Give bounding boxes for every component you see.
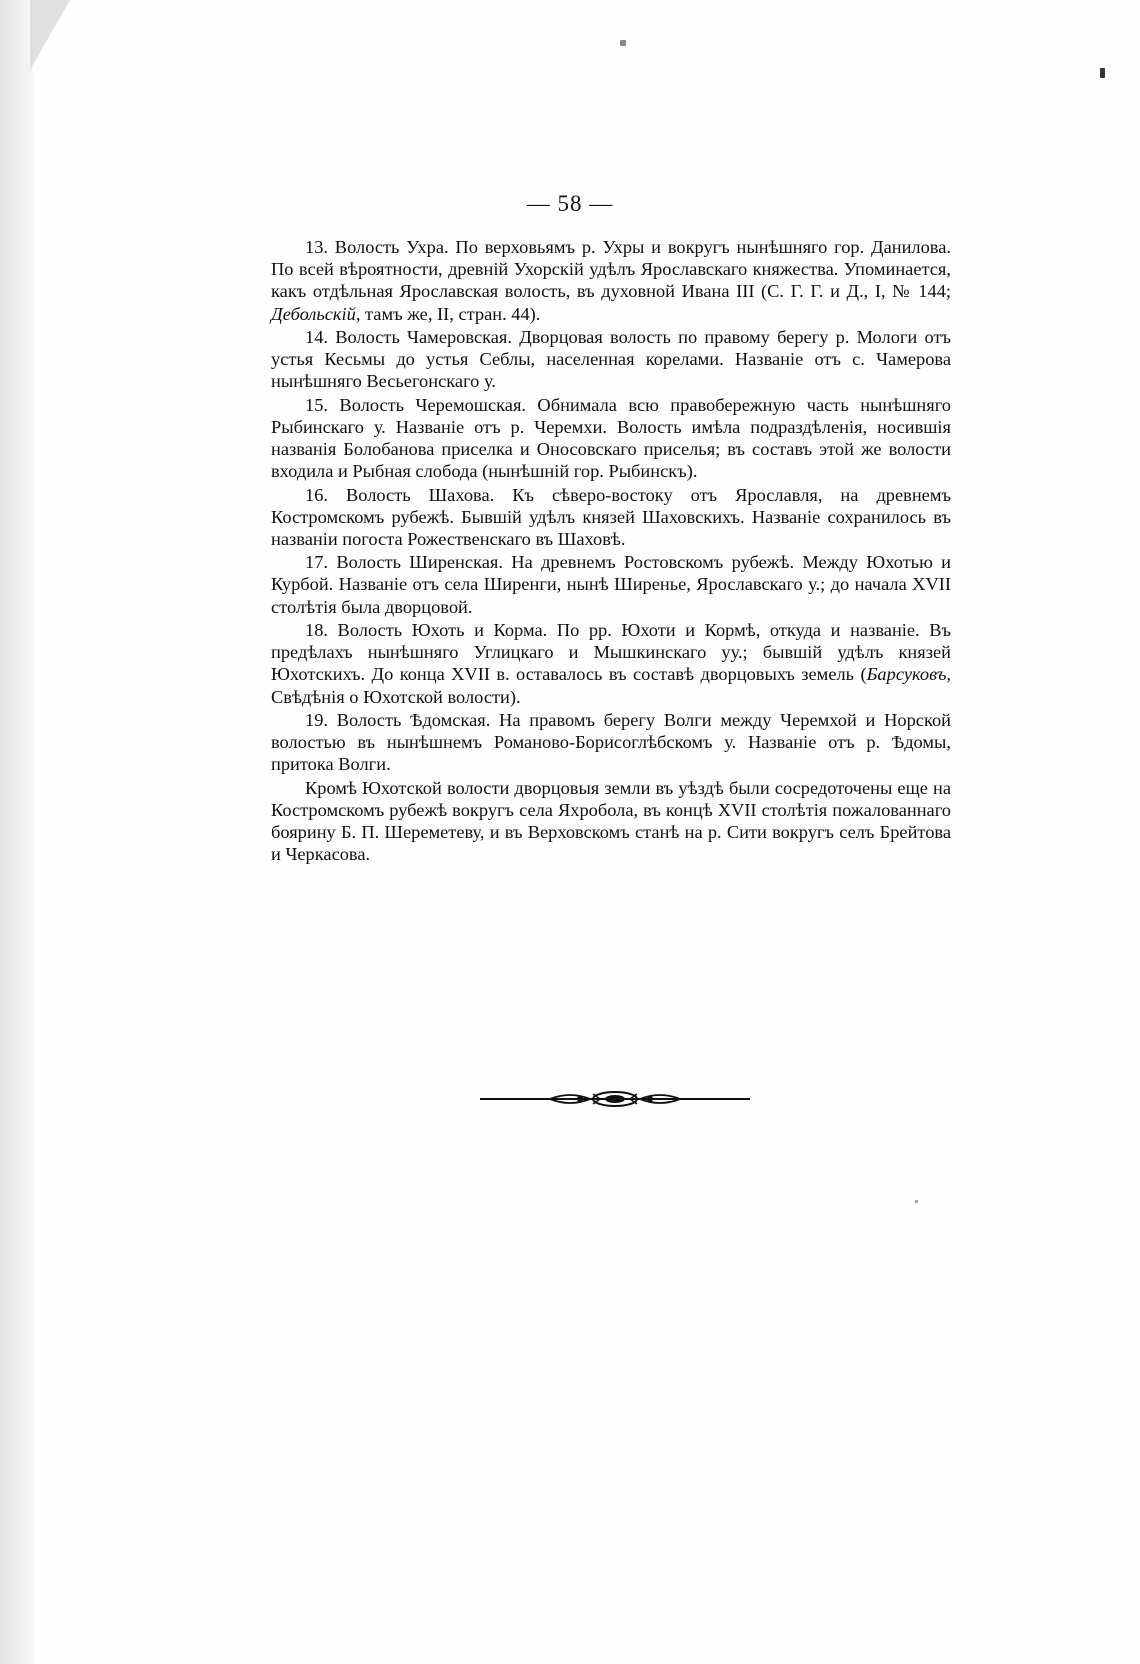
paragraph-13: [271, 236, 951, 325]
paragraph-text: 17. Волость Ширенская. На древнемъ Ростовскомъ рубежѣ. Между Юхотью и Курбой. Названіе отъ села Ширенги, нынѣ Ширенье, Ярославскаго у.; до начала XVII столѣтія была дворцовой.: [271, 552, 951, 617]
paragraph-text: 19. Волость Ѣдомская. На правомъ берегу Волги между Черемхой и Норской волостью въ нынѣшнемъ Романово-Борисоглѣбскомъ у. Названіе отъ р. Ѣдомы, притока Волги.: [271, 709, 951, 775]
paragraph-closing: [271, 777, 951, 866]
paragraph-text-after: Свѣдѣнія о Юхотской волости).: [271, 686, 521, 707]
scan-corner-shadow: [30, 0, 70, 70]
italic-author: Барсуковъ,: [866, 664, 951, 685]
body-text: [271, 236, 951, 866]
paragraph-19: [271, 709, 951, 776]
scan-left-edge: [0, 0, 34, 1664]
paragraph-16: [271, 484, 951, 551]
paragraph-15: [271, 394, 951, 483]
paragraph-text: Кромѣ Юхотской волости дворцовыя земли въ уѣздѣ были сосредоточены еще на Костромскомъ рубежѣ вокругъ села Яхробола, въ концѣ XVII столѣтія пожалованнаго боярину Б. П. Шереметеву, и въ Верховскомъ станѣ на р. Сити вокругъ селъ Брейтова и Черкасова.: [271, 777, 951, 865]
paragraph-17: [271, 551, 951, 618]
scan-speck: [915, 1200, 918, 1203]
paragraph-text: 13. Волость Ухра. По верховьямъ р. Ухры и вокругъ нынѣшняго гор. Данилова. По всей вѣроятности, древній Ухорскій удѣлъ Ярославскаго княжества. Упоминается, какъ отдѣльная Ярославская волость, въ духовной Ивана III (С. Г. Г. и Д., I, № 144;: [271, 237, 951, 302]
paragraph-text: 18. Волость Юхоть и Корма. По рр. Юхоти и Кормѣ, откуда и названіе. Въ предѣлахъ нынѣшняго Углицкаго и Мышкинскаго уу.; бывшій удѣлъ князей Юхотскихъ. До конца XVII в. оставалось въ составѣ дворцовыхъ земель (: [271, 619, 951, 685]
paragraph-18: [271, 619, 951, 708]
paragraph-text: 16. Волость Шахова. Къ сѣверо-востоку отъ Ярославля, на древнемъ Костромскомъ рубежѣ. Бывшій удѣлъ князей Шаховскихъ. Названіе сохранилось въ названіи погоста Рожественскаго въ Шаховѣ.: [271, 484, 951, 549]
paragraph-text: 15. Волость Черемошская. Обнимала всю правобережную часть нынѣшняго Рыбинскаго у. Названіе отъ р. Черемхи. Волость имѣла подраздѣленія, носившія названія Болобанова приселка и Оносовскаго приселья; въ составъ этой же волости входила и Рыбная слобода (нынѣшній гор. Рыбинскъ).: [271, 394, 951, 482]
paragraph-14: [271, 326, 951, 393]
page-number: — 58 —: [526, 191, 614, 216]
paragraph-text-after: тамъ же, II, стран. 44).: [360, 303, 541, 324]
italic-author: Дебольскій,: [271, 303, 361, 324]
scan-speck: [1100, 68, 1105, 78]
ornament-divider-icon: [480, 1090, 750, 1108]
scan-speck: [620, 40, 626, 46]
paragraph-text: 14. Волость Чамеровская. Дворцовая волость по правому берегу р. Мологи отъ устья Кесьмы до устья Себлы, населенная корелами. Названіе отъ с. Чамерова нынѣшняго Весьегонскаго у.: [271, 326, 951, 392]
